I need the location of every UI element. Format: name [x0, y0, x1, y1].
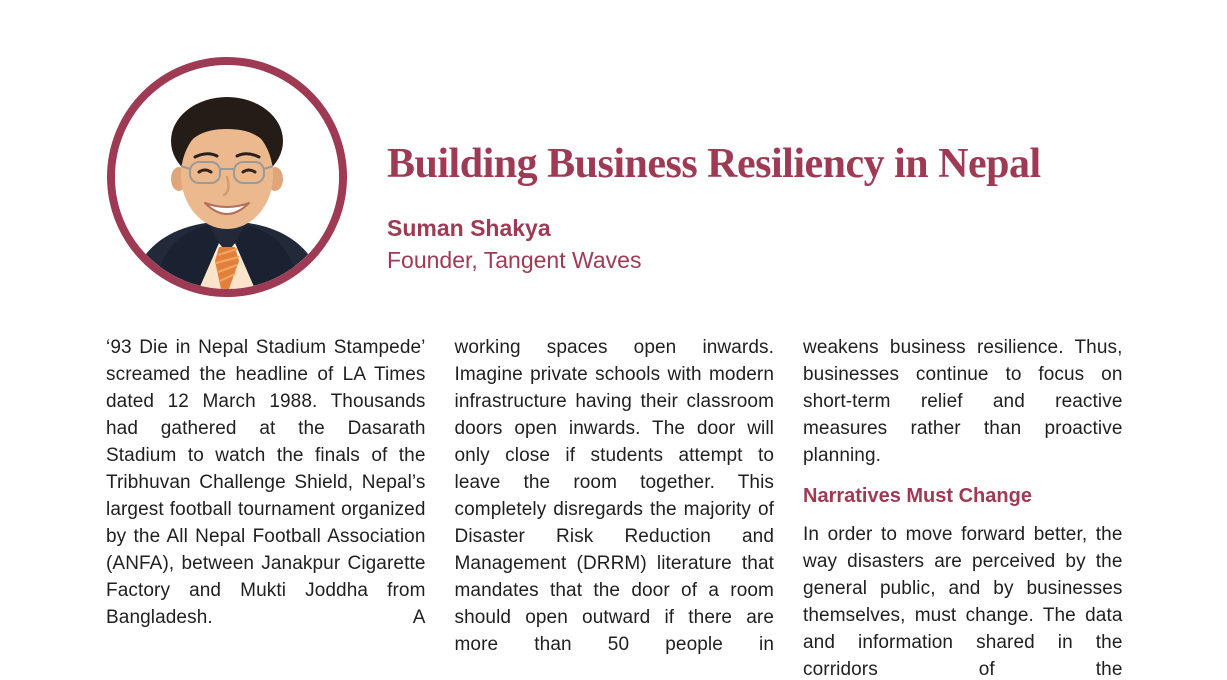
article-column: [106, 334, 426, 680]
author-name: Suman Shakya: [387, 215, 551, 241]
article-paragraph: In order to move forward better, the way disasters are perceived by the general public, and by businesses themselves, must change. The data and information shared in the corridors of the: [803, 524, 1123, 680]
article-header: [387, 141, 1157, 273]
portrait-photo: [115, 65, 339, 289]
section-heading: Narratives Must Change: [803, 485, 1032, 507]
article-paragraph: weakens business resilience. Thus, businesses continue to focus on short-term relief and reactive measures rather than proactive planning.: [803, 337, 1123, 466]
article-column: [455, 334, 775, 680]
page-title: Building Business Resiliency in Nepal: [387, 141, 1041, 187]
article-column: [803, 334, 1123, 680]
article-columns: [106, 334, 1123, 680]
author-role: Founder, Tangent Waves: [387, 247, 642, 273]
article-paragraph: working spaces open inwards. Imagine private schools with modern infrastructure having their classroom doors open inwards. The door will only close if students attempt to leave the room together. This completely disregards the majority of Disaster Risk Reduction and Management (DRRM) literature that mandates that the door of a room should open outward if there are more than 50 people in: [454, 337, 774, 655]
author-portrait: [107, 57, 347, 297]
article-paragraph: ‘93 Die in Nepal Stadium Stampede’ screamed the headline of LA Times dated 12 March 1988. Thousands had gathered at the Dasarath Stadium to watch the finals of the Tribhuvan Challenge Shield, Nepal’s largest football tournament organized by the All Nepal Football Association (ANFA), between Janakpur Cigarette Factory and Mukti Joddha from Bangladesh. A: [106, 337, 426, 628]
